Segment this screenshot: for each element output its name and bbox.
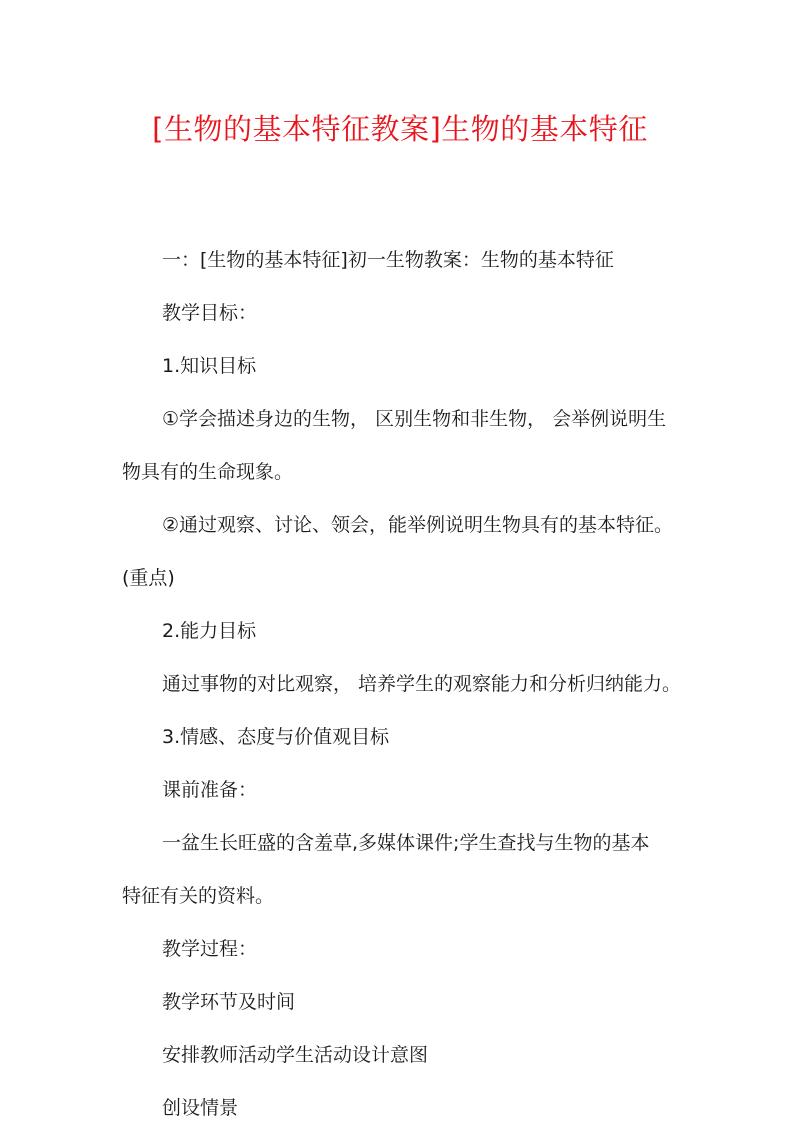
- paragraph-line: 特征有关的资料。: [122, 885, 275, 907]
- paragraph-line: 3.情感、态度与价值观目标: [162, 726, 390, 748]
- paragraph-line: 安排教师活动学生活动设计意图: [162, 1044, 429, 1066]
- paragraph-line: 教学过程：: [162, 938, 258, 960]
- paragraph-line: ②通过观察、讨论、领会，能举例说明生物具有的基本特征。: [162, 514, 674, 536]
- paragraph-line: 创设情景: [162, 1097, 239, 1119]
- paragraph-line: 物具有的生命现象。: [122, 461, 294, 483]
- paragraph-line: 2.能力目标: [162, 620, 257, 642]
- paragraph-line: 教学目标：: [162, 302, 258, 324]
- paragraph-line: 一：[生物的基本特征]初一生物教案：生物的基本特征: [162, 249, 614, 271]
- paragraph-line: 课前准备：: [162, 779, 258, 801]
- paragraph-line: 通过事物的对比观察， 培养学生的观察能力和分析归纳能力。: [162, 673, 682, 695]
- paragraph-line: 1.知识目标: [162, 355, 257, 377]
- paragraph-line: ①学会描述身边的生物， 区别生物和非生物， 会举例说明生: [162, 408, 667, 430]
- paragraph-line: 教学环节及时间: [162, 991, 296, 1013]
- paragraph-line: (重点): [122, 567, 175, 589]
- paragraph-line: 一盆生长旺盛的含羞草,多媒体课件;学生查找与生物的基本: [162, 832, 650, 854]
- document-title: [生物的基本特征教案]生物的基本特征: [152, 112, 648, 146]
